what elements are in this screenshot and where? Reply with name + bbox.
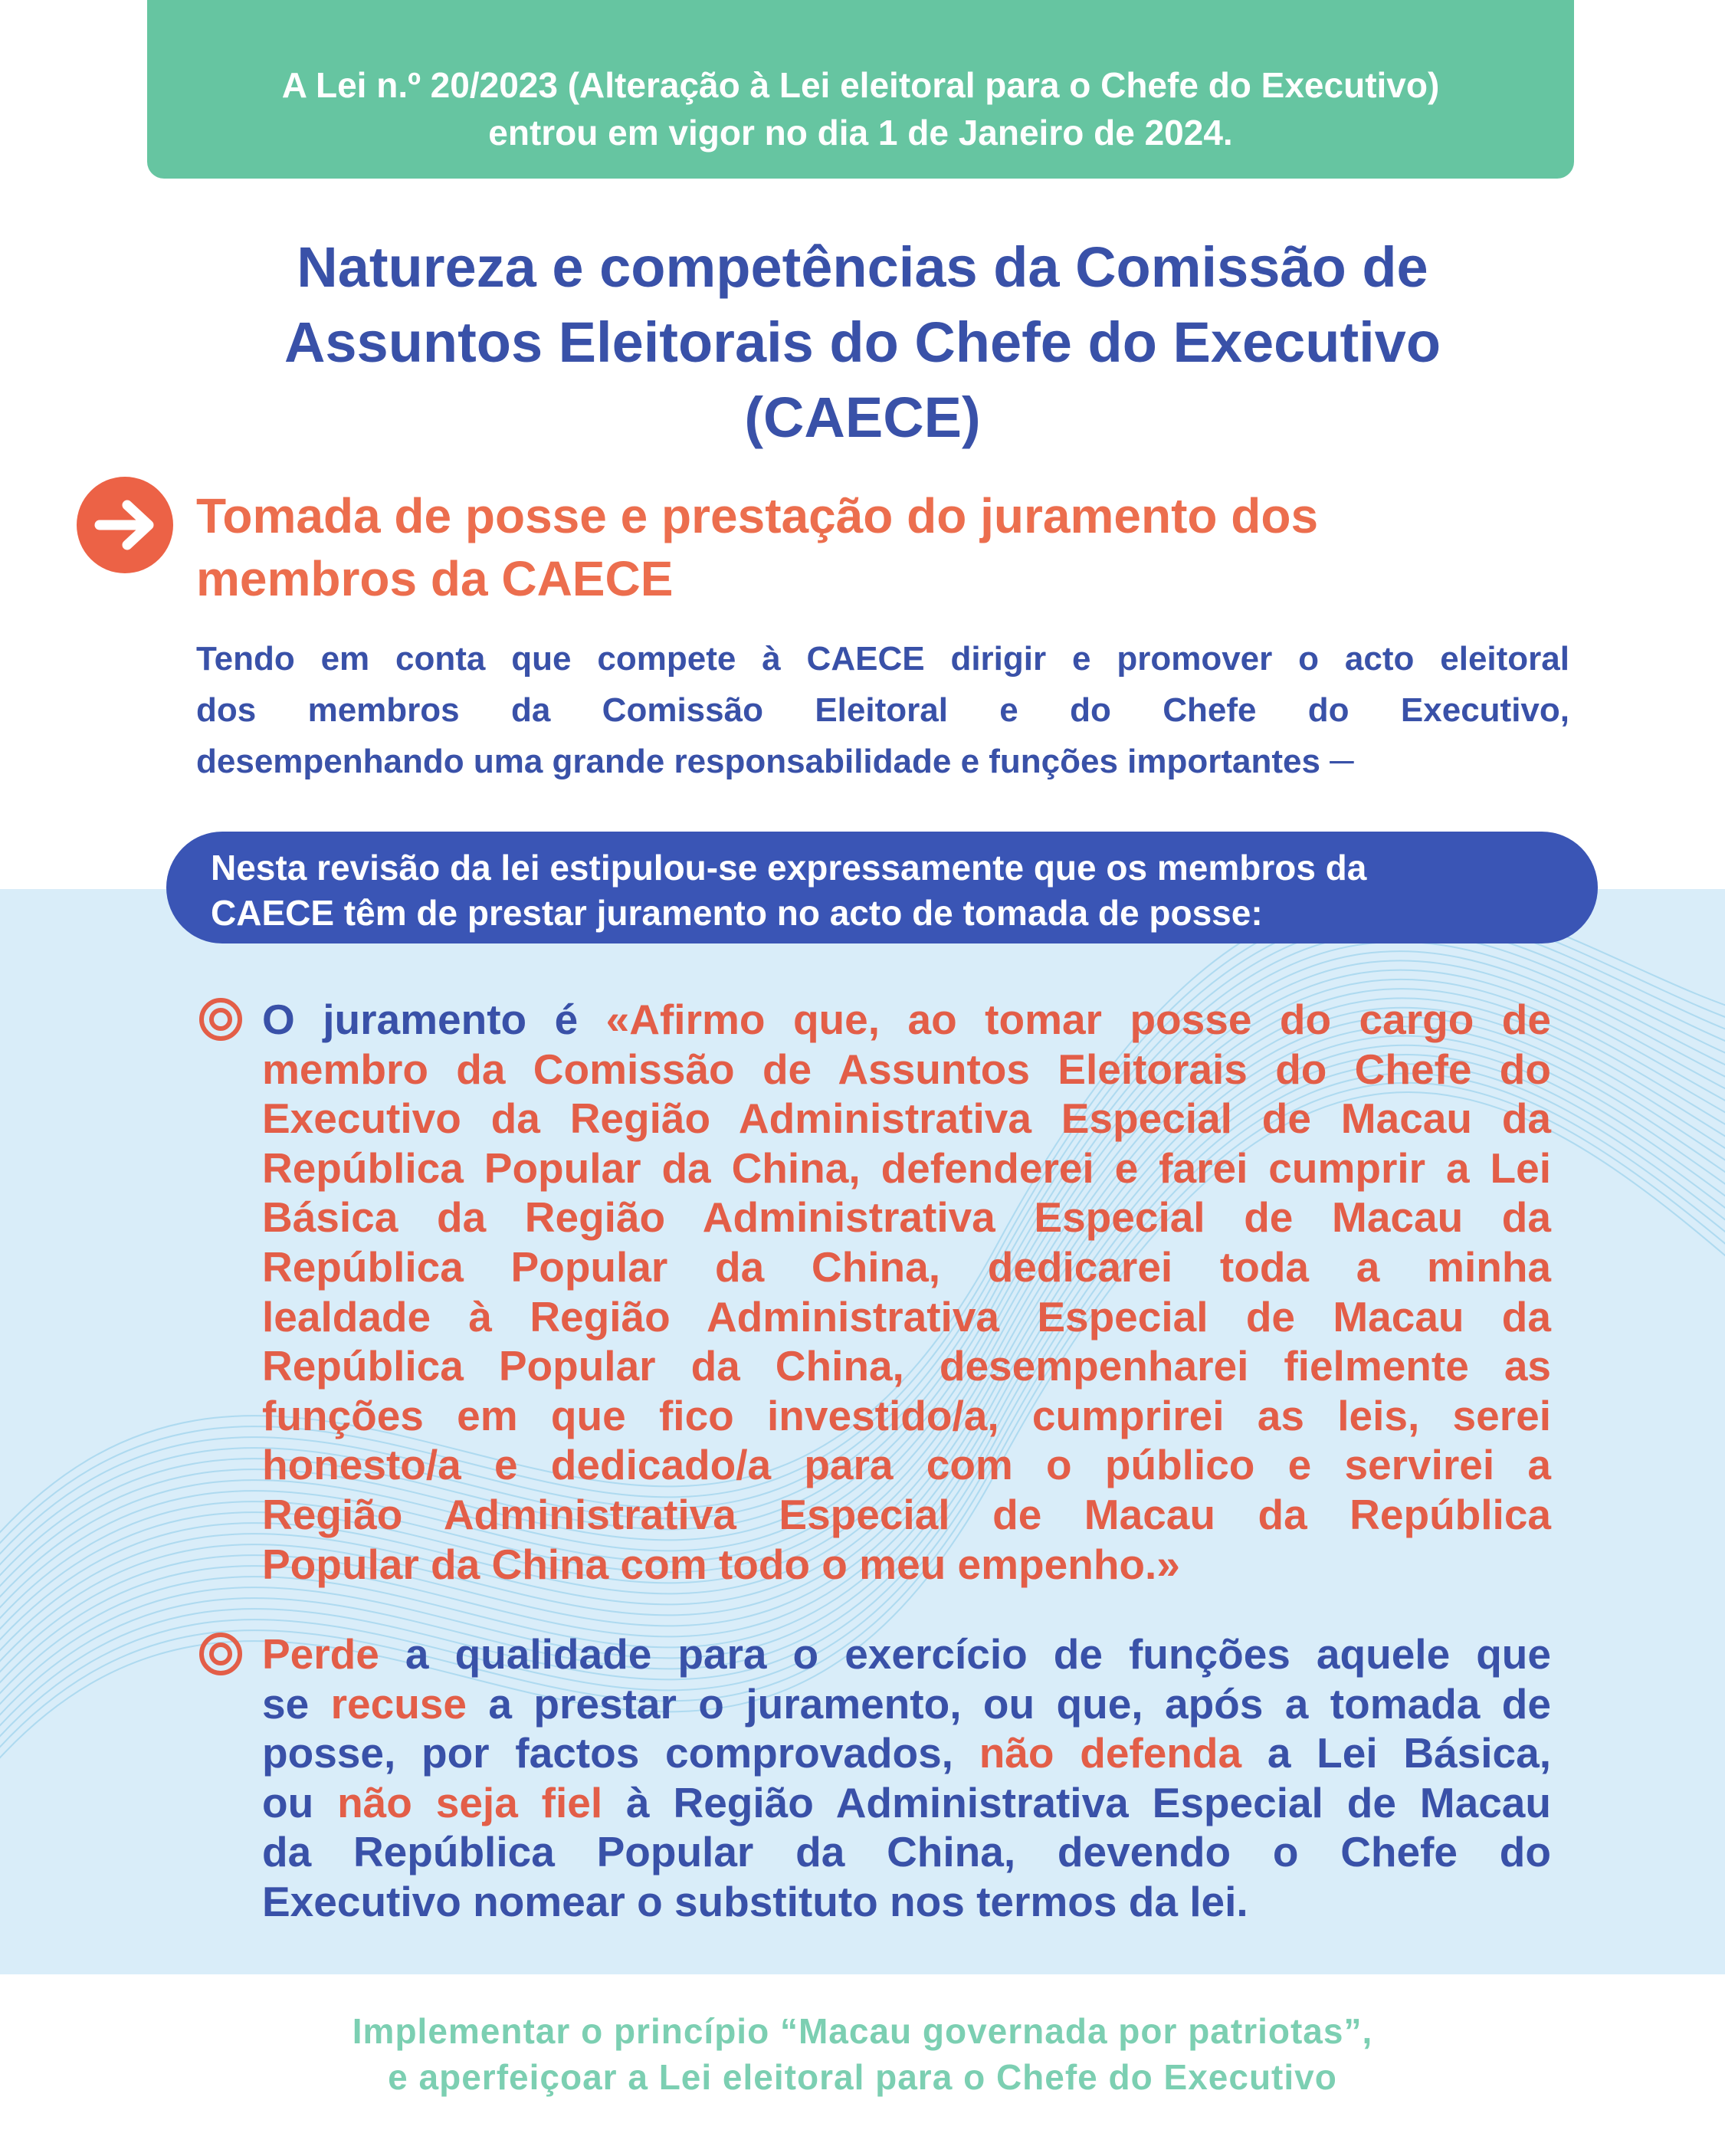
pill-line-1: Nesta revisão da lei estipulou-se expressamente que os membros da: [211, 848, 1367, 888]
loss-keyword-perde: Perde: [262, 1630, 379, 1678]
loss-text-3a: posse, por factos comprovados,: [262, 1729, 979, 1777]
loss-text-3b: a Lei Básica,: [1241, 1729, 1551, 1777]
oath-line-4: República Popular da China, defenderei e farei cumprir a Lei: [262, 1144, 1551, 1192]
oath-line-9: funções em que fico investido/a, cumprirei as leis, serei: [262, 1391, 1551, 1439]
footer-slogan: [0, 2008, 1725, 2100]
footer-line-2: e aperfeiçoar a Lei eleitoral para o Chefe do Executivo: [388, 2057, 1337, 2097]
loss-keyword-nao-seja-fiel: não seja fiel: [337, 1778, 603, 1826]
oath-line-2: membro da Comissão de Assuntos Eleitorais do Chefe do: [262, 1045, 1551, 1093]
loss-line-2: [262, 1679, 1551, 1729]
oath-line-11: Região Administrativa Especial de Macau da República: [262, 1490, 1551, 1538]
section-title-line-2: membros da CAECE: [196, 551, 674, 606]
double-circle-bullet-icon: [198, 1631, 244, 1677]
oath-line-6: República Popular da China, dedicarei toda a minha: [262, 1242, 1551, 1291]
oath-text: «Afirmo que, ao tomar posse do cargo de: [605, 996, 1551, 1043]
page-title: [115, 230, 1610, 455]
loss-line-3: [262, 1728, 1551, 1778]
double-circle-bullet-icon: [198, 996, 244, 1042]
law-banner: [147, 0, 1574, 179]
section-title: [196, 484, 1576, 610]
pill-line-2: CAECE têm de prestar juramento no acto de tomada de posse:: [211, 893, 1263, 933]
section-title-line-1: Tomada de posse e prestação do juramento dos: [196, 488, 1319, 543]
oath-lead: O juramento é: [262, 996, 606, 1043]
loss-line-5: da República Popular da China, devendo o Chefe do: [262, 1828, 1551, 1876]
oath-line-3: Executivo da Região Administrativa Especial de Macau da: [262, 1094, 1551, 1143]
intro-paragraph: [196, 633, 1569, 787]
loss-text-4a: ou: [262, 1778, 338, 1826]
title-line-2: Assuntos Eleitorais do Chefe do Executivo: [284, 310, 1441, 374]
loss-text-1: a qualidade para o exercício de funções aquele que: [379, 1630, 1551, 1678]
arrow-right-icon-svg: [77, 477, 173, 573]
oath-line-10: honesto/a e dedicado/a para com o público e servirei a: [262, 1441, 1551, 1489]
loss-text-2b: a prestar o juramento, ou que, após a tomada de: [466, 1679, 1551, 1728]
oath-line-5: Básica da Região Administrativa Especial de Macau da: [262, 1193, 1551, 1242]
loss-line-4: [262, 1778, 1551, 1828]
oath-line-1: [262, 995, 1551, 1045]
intro-line-3: desempenhando uma grande responsabilidade e funções importantes ─: [196, 743, 1354, 780]
title-line-3: (CAECE): [744, 386, 981, 449]
banner-line-2: entrou em vigor no dia 1 de Janeiro de 2024.: [488, 113, 1233, 153]
loss-of-office-paragraph: [262, 1629, 1551, 1927]
oath-paragraph: [262, 995, 1551, 1589]
loss-keyword-nao-defenda: não defenda: [979, 1729, 1242, 1777]
title-line-1: Natureza e competências da Comissão de: [297, 235, 1428, 299]
revision-pill: [166, 832, 1598, 943]
banner-line-1: A Lei n.º 20/2023 (Alteração à Lei eleitoral para o Chefe do Executivo): [281, 65, 1440, 105]
arrow-right-icon: [77, 477, 173, 573]
intro-line-1: Tendo em conta que compete à CAECE dirigir e promover o acto eleitoral: [196, 640, 1569, 678]
loss-line-1: [262, 1629, 1551, 1679]
oath-line-7: lealdade à Região Administrativa Especial de Macau da: [262, 1292, 1551, 1341]
loss-line-6: Executivo nomear o substituto nos termos da lei.: [262, 1877, 1248, 1925]
loss-text-4b: à Região Administrativa Especial de Macau: [602, 1778, 1551, 1826]
oath-line-12: Popular da China com todo o meu empenho.»: [262, 1540, 1180, 1588]
footer-line-1: Implementar o princípio “Macau governada por patriotas”,: [352, 2011, 1373, 2051]
intro-line-2: dos membros da Comissão Eleitoral e do Chefe do Executivo,: [196, 691, 1569, 729]
oath-line-8: República Popular da China, desempenharei fielmente as: [262, 1342, 1551, 1390]
loss-text-2a: se: [262, 1679, 331, 1728]
loss-keyword-recuse: recuse: [330, 1679, 467, 1728]
